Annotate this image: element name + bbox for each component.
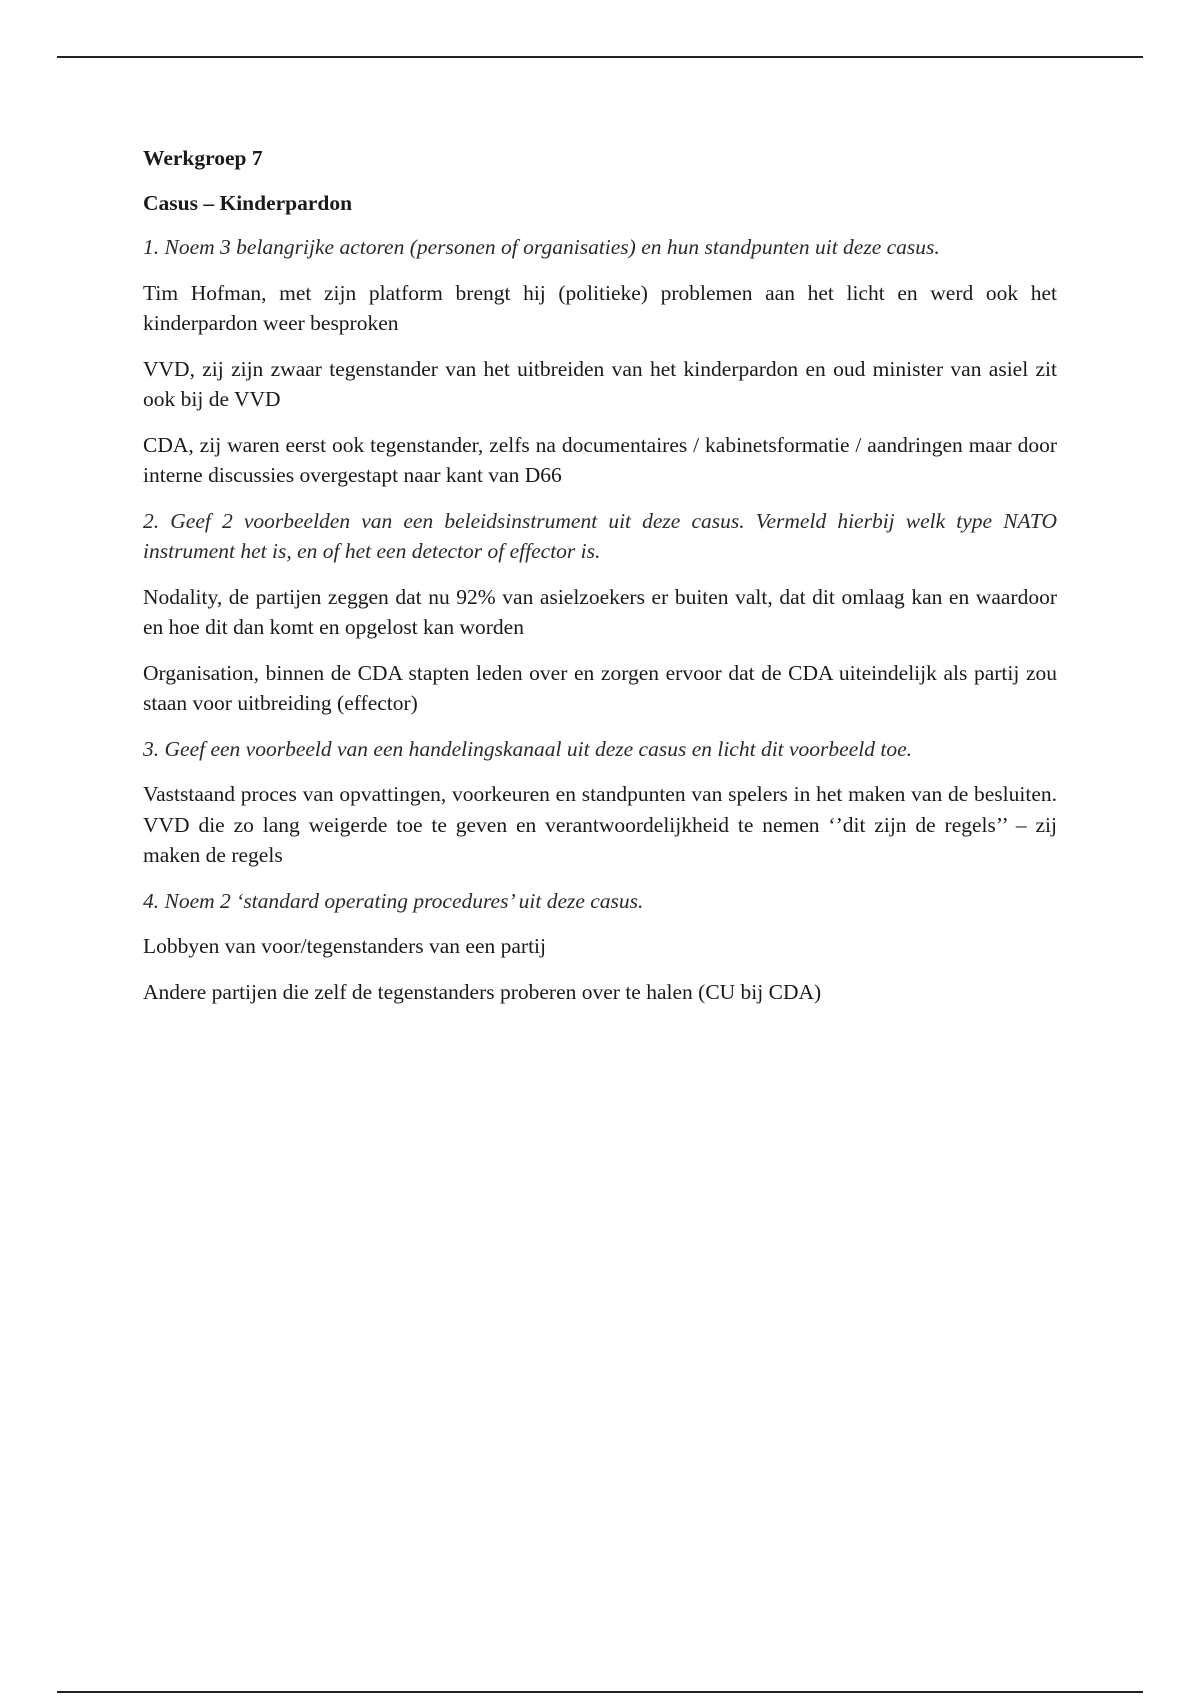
document-subheading: Casus – Kinderpardon xyxy=(143,190,353,215)
answer-1-1: Tim Hofman, met zijn platform brengt hij (politieke) problemen aan het licht en werd ook het kinderpardon weer besproken xyxy=(143,280,1057,335)
footer-rule xyxy=(57,1691,1143,1693)
question-3: 3. Geef een voorbeeld van een handelingskanaal uit deze casus en licht dit voorbeeld toe. xyxy=(143,736,913,761)
answer-1-2: VVD, zij zijn zwaar tegenstander van het uitbreiden van het kinderpardon en oud minister van asiel zit ook bij de VVD xyxy=(143,356,1057,411)
question-1: 1. Noem 3 belangrijke actoren (personen of organisaties) en hun standpunten uit deze casus. xyxy=(143,235,940,259)
question-2: 2. Geef 2 voorbeelden van een beleidsinstrument uit deze casus. Vermeld hierbij welk type NATO instrument het is, en of het een detector of effector is. xyxy=(143,508,1057,563)
answer-3-1: Vaststaand proces van opvattingen, voorkeuren en standpunten van spelers in het maken van de besluiten. VVD die zo lang weigerde toe te geven en verantwoordelijkheid te nemen ‘’dit zijn de regels’’ – zij maken de regels xyxy=(143,782,1057,867)
answer-2-2: Organisation, binnen de CDA stapten leden over en zorgen ervoor dat de CDA uiteindelijk als partij zou staan voor uitbreiding (effector) xyxy=(143,660,1057,715)
question-4: 4. Noem 2 ‘standard operating procedures’ uit deze casus. xyxy=(143,888,644,913)
document-body xyxy=(143,143,1057,1022)
header-rule xyxy=(57,56,1143,58)
answer-2-1: Nodality, de partijen zeggen dat nu 92% van asielzoekers er buiten valt, dat dit omlaag kan en waardoor en hoe dit dan komt en opgelost kan worden xyxy=(143,584,1057,639)
answer-4-2: Andere partijen die zelf de tegenstanders proberen over te halen (CU bij CDA) xyxy=(143,979,822,1004)
answer-1-3: CDA, zij waren eerst ook tegenstander, zelfs na documentaires / kabinetsformatie / aandringen maar door interne discussies overgestapt naar kant van D66 xyxy=(143,432,1057,487)
document-heading: Werkgroep 7 xyxy=(143,146,263,170)
answer-4-1: Lobbyen van voor/tegenstanders van een partij xyxy=(143,934,546,958)
